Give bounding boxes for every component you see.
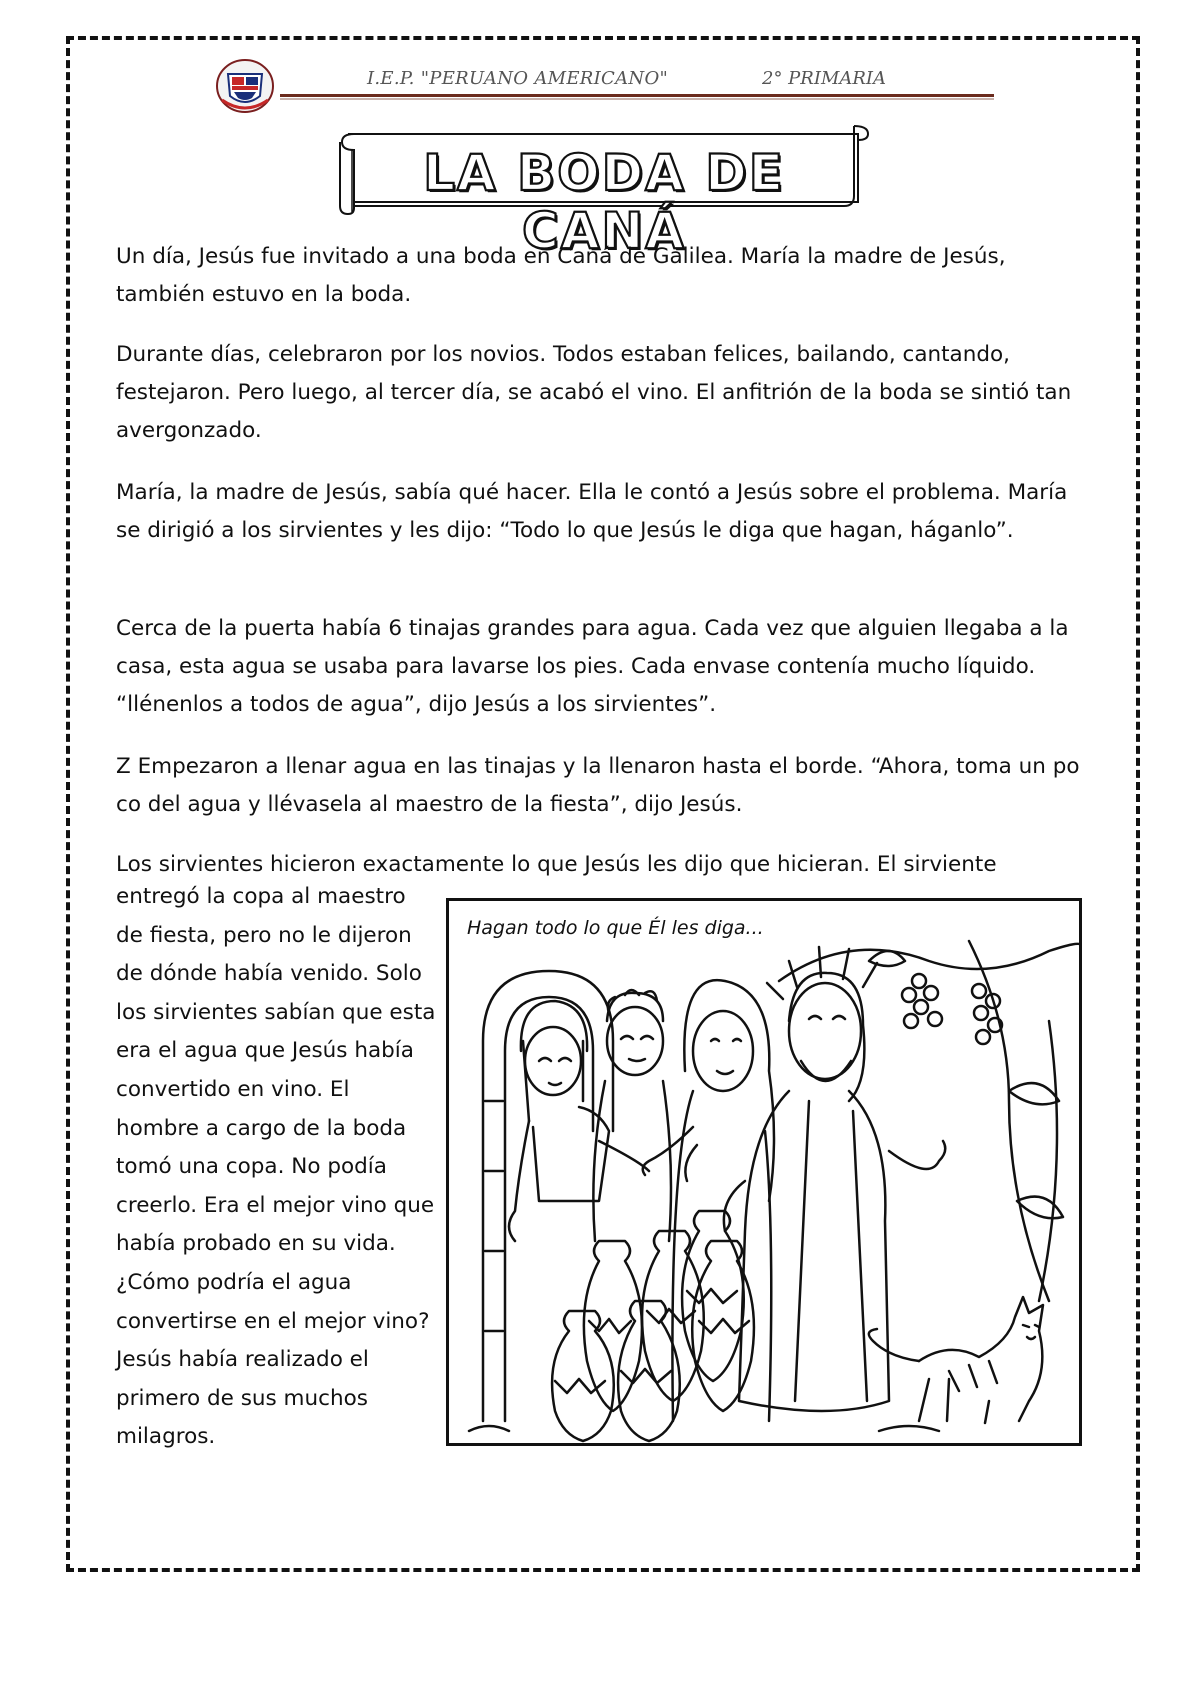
paragraph-2: Durante días, celebraron por los novios. Todos estaban felices, bailando, cantando, festejaron. Pero luego, al tercer día, se acabó el vino. El anfitrión de la boda se sintió tan avergonzado. (116, 342, 1072, 443)
school-name: I.E.P. "PERUANO AMERICANO" (367, 68, 669, 89)
paragraph-6: Los sirvientes hicieron exactamente lo que Jesús les dijo que hicieran. El sirviente (116, 852, 997, 877)
header-rule (280, 94, 994, 97)
school-crest-logo (214, 56, 276, 114)
illustration-caption: Hagan todo lo que Él les diga... (467, 917, 764, 939)
header-rule-shadow (280, 98, 994, 100)
paragraph-1: Un día, Jesús fue invitado a una boda en Caná de Galilea. María la madre de Jesús, también estuvo en la boda. (116, 244, 1006, 307)
grade-label: 2° PRIMARIA (762, 68, 887, 89)
title-scroll-banner (334, 120, 874, 260)
paragraph-5: Z Empezaron a llenar agua en las tinajas y la llenaron hasta el borde. “Ahora, toma un po co del agua y llévasela al maestro de la fiesta”, dijo Jesús. (116, 754, 1080, 817)
coloring-illustration (446, 898, 1082, 1446)
page-title: LA BODA DE CANÁ (423, 144, 785, 260)
wrapped-paragraph: entregó la copa al maestro de fiesta, pero no le dijeron de dónde había venido. Solo los sirvientes sabían que esta era el agua que Jesús había convertido en vino. El hombre a cargo de la boda tomó una copa. No podía creerlo. Era el mejor vino que había probado en su vida. ¿Cómo podría el agua convertirse en el mejor vino? Jesús había realizado el primero de sus muchos milagros. (116, 884, 436, 1450)
page-header (214, 52, 994, 112)
paragraph-4: Cerca de la puerta había 6 tinajas grandes para agua. Cada vez que alguien llegaba a la casa, esta agua se usaba para lavarse los pies. Cada envase contenía mucho líquido. “llénenlos a todos de agua”, dijo Jesús a los sirvientes”. (116, 616, 1069, 717)
paragraph-3: María, la madre de Jesús, sabía qué hacer. Ella le contó a Jesús sobre el problema. María se dirigió a los sirvientes y les dijo: “Todo lo que Jesús le diga que hagan, háganlo”. (116, 480, 1068, 543)
